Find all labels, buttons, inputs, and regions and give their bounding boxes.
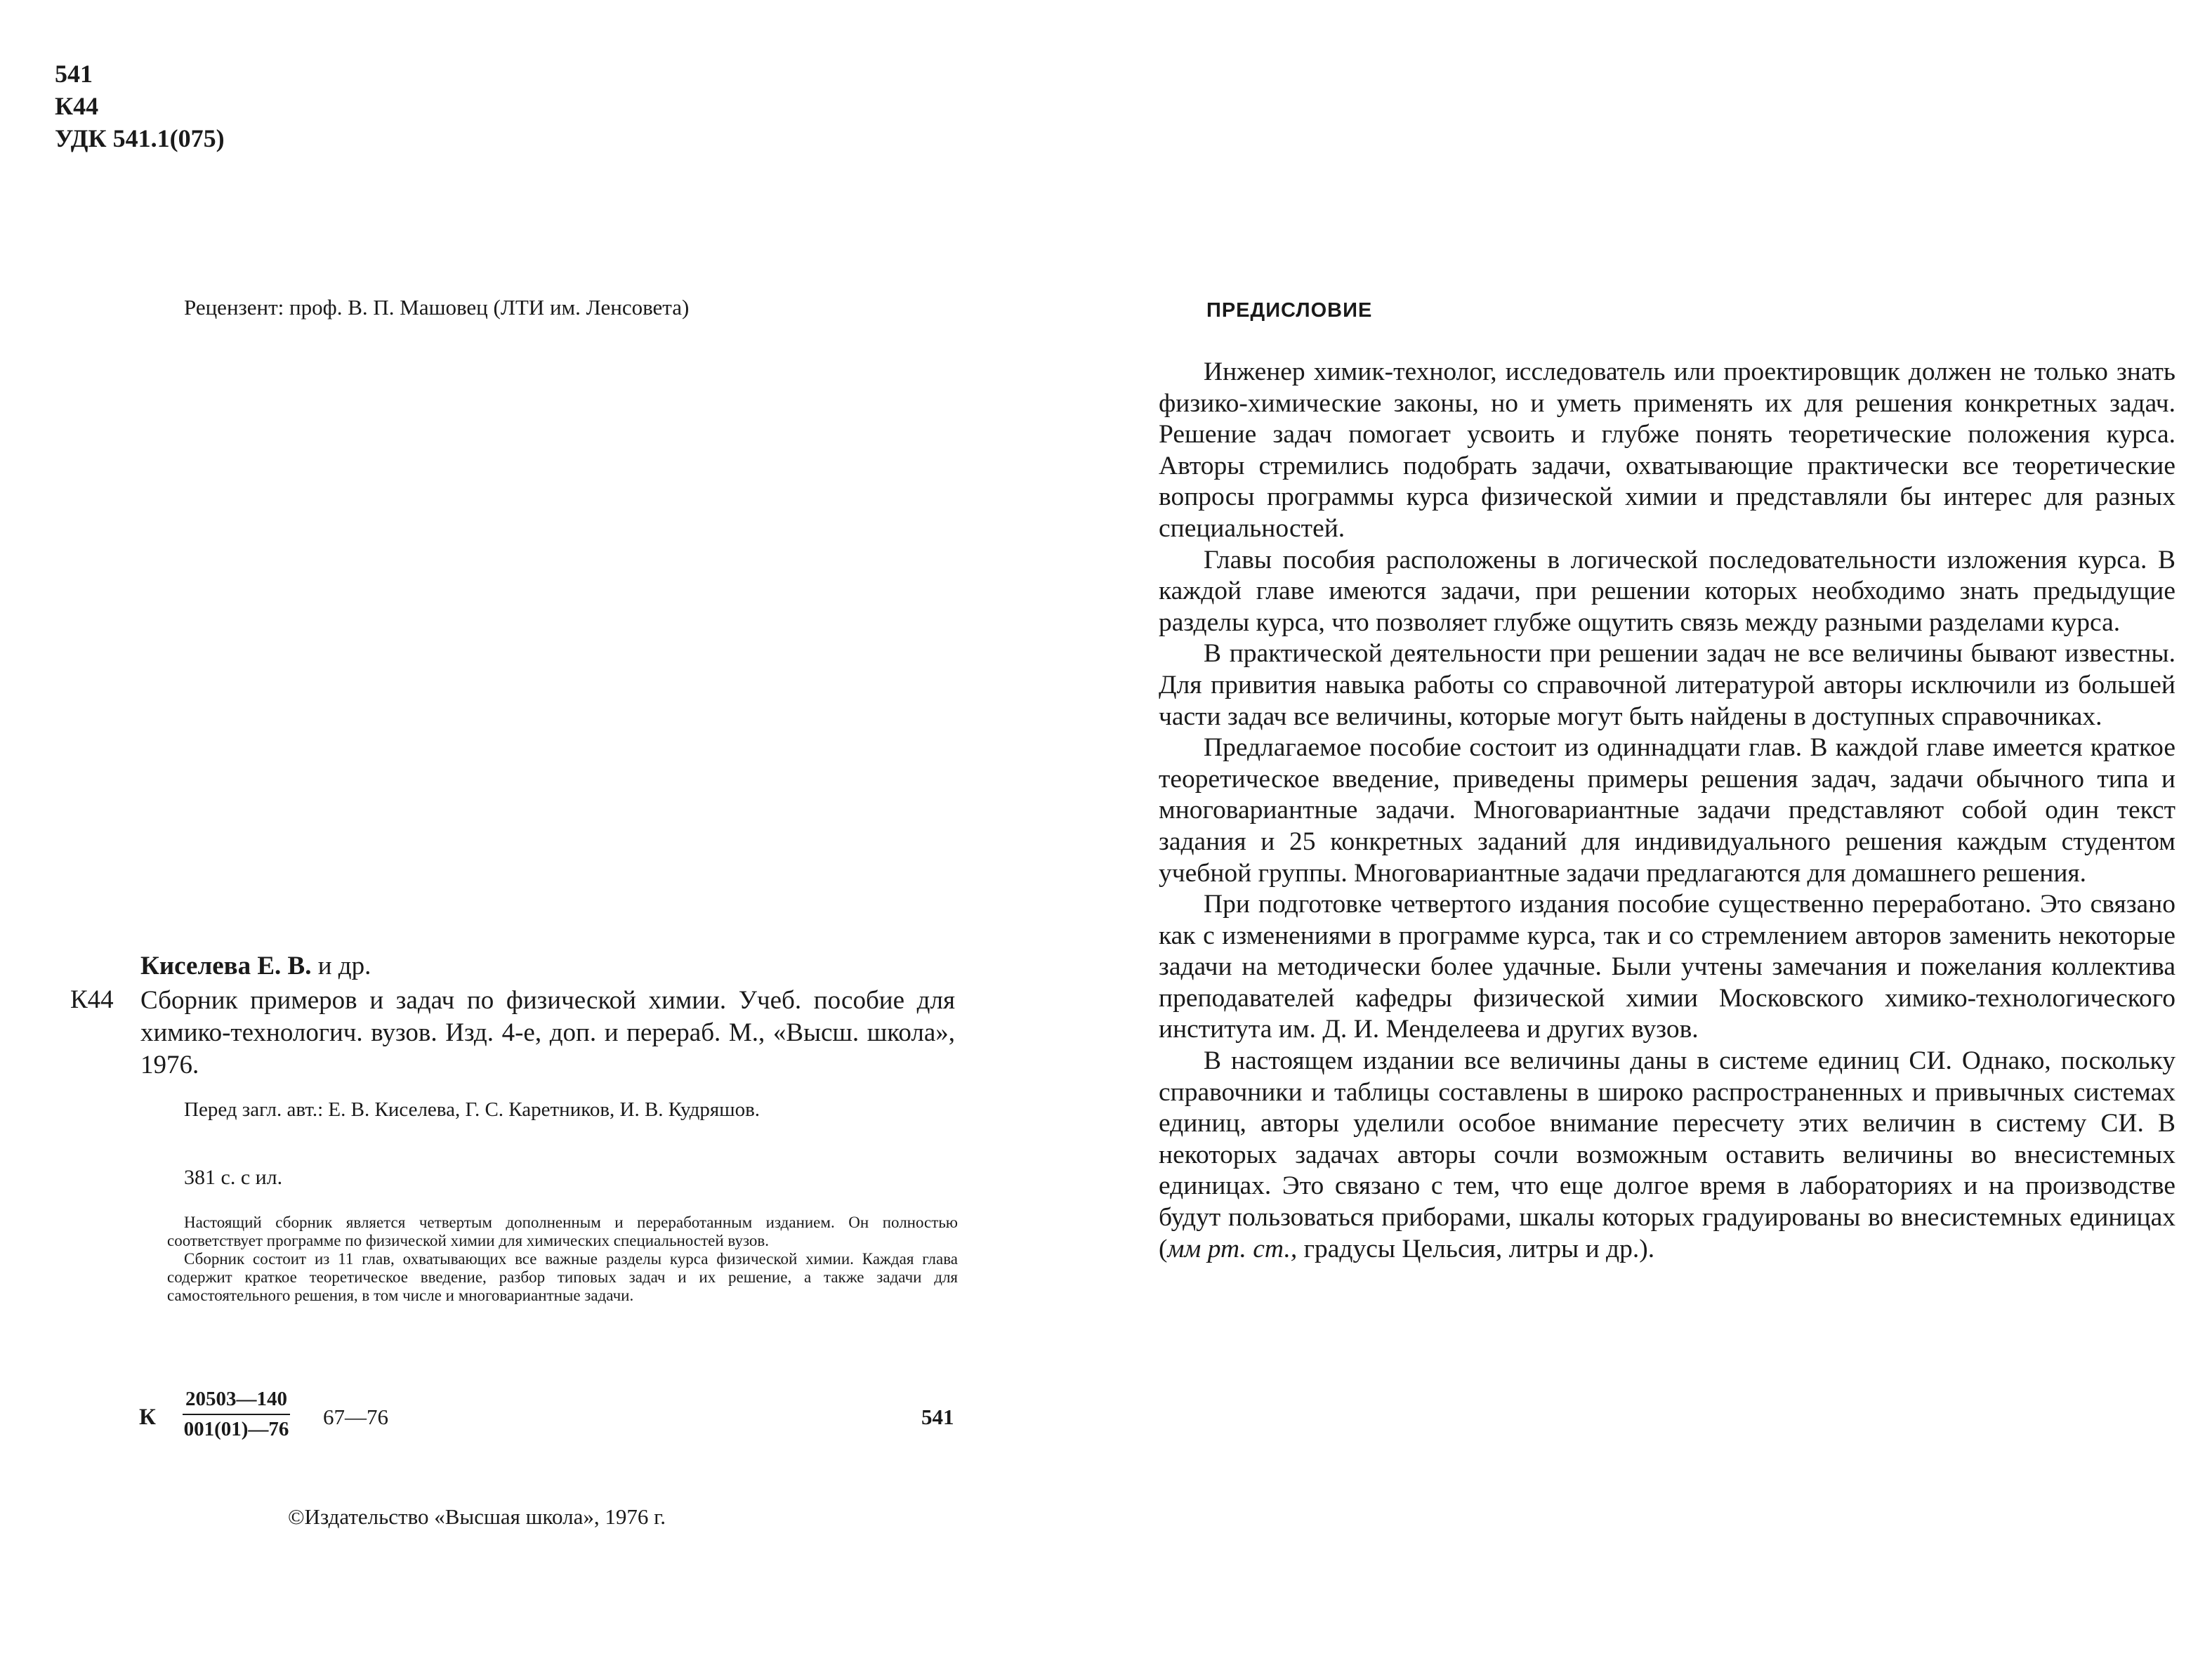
catalog-fraction <box>183 1388 290 1441</box>
catalog-numerator: 20503—140 <box>183 1388 290 1415</box>
last-paragraph-italic: мм рт. ст., <box>1167 1234 1298 1263</box>
preface-paragraph: Инженер химик-технолог, исследователь или проектировщик должен не только знать физико-химические законы, но и уметь применять их для решения конкретных задач. Решение задач помогает усвоить и глубже понять теоретические положения курса. Авторы стремились подобрать задачи, охватывающие практически все теоретические вопросы программы курса физической химии и представляли бы интерес для разных специальностей. <box>1159 357 2175 543</box>
udc-code: УДК 541.1(075) <box>55 124 225 152</box>
preface-body <box>1159 357 2175 1265</box>
bibliography-text: Сборник примеров и задач по физической химии. Учеб. пособие для химико-технологич. вузов. Изд. 4-е, доп. и перераб. М., «Высш. школа», 1976. <box>140 986 955 1079</box>
bibliography-code: К44 <box>70 985 114 1014</box>
catalog-letter: К <box>139 1405 156 1430</box>
preface-paragraph: Главы пособия расположены в логической последовательности изложения курса. В каждой главе имеются задачи, при решении которых необходимо знать предыдущие разделы курса, что позволяет глубже ощутить связь между разными разделами курса. <box>1159 545 2175 637</box>
author-name: Киселева Е. В. <box>140 952 312 980</box>
classification-codes <box>55 58 225 155</box>
copyright: ©Издательство «Высшая школа», 1976 г. <box>288 1504 666 1529</box>
bibliography-author <box>140 951 371 981</box>
preface-paragraph: В практической деятельности при решении задач не все величины бывают известны. Для привития навыка работы со справочной литературой авторы исключили из большей части задач все величины, которые могут быть найдены в доступных справочниках. <box>1159 639 2175 731</box>
right-page <box>1106 0 2212 1656</box>
bibliography-authors: Перед загл. авт.: Е. В. Киселева, Г. С. Каретников, И. В. Кудряшов. <box>184 1098 761 1121</box>
reviewer-line: Рецензент: проф. В. П. Машовец (ЛТИ им. Ленсовета) <box>184 295 690 320</box>
preface-paragraph-last <box>1159 1046 2175 1265</box>
annotation-paragraph: Настоящий сборник является четвертым дополненным и переработанным изданием. Он полностью соответствует программе по физической химии для химических специальностей вузов. <box>167 1214 958 1249</box>
last-paragraph-tail: градусы Цельсия, литры и др.). <box>1297 1234 1655 1263</box>
annotation <box>167 1214 958 1305</box>
preface-paragraph: Предлагаемое пособие состоит из одиннадцати глав. В каждой главе имеется краткое теоретическое введение, приведены примеры решения задач, задачи обычного типа и многовариантные задачи. Многовариантные задачи представляют собой один текст задания и 25 конкретных заданий для индивидуального решения каждым студентом учебной группы. Многовариантные задачи предлагаются для домашнего решения. <box>1159 733 2175 888</box>
catalog-class: 541 <box>921 1405 954 1429</box>
last-paragraph-text: В настоящем издании все величины даны в системе единиц СИ. Однако, поскольку справочники и таблицы составлены в широко распространенных и привычных системах единиц, авторы уделили особое внимание пересчету этих величин в систему СИ. В некоторых задачах авторы сочли возможным оставить величины во внесистемных единицах. Это связано с тем, что еще долгое время в лабораториях и на производстве будут пользоваться приборами, шкалы которых градуированы во внесистемных единицах ( <box>1159 1046 2175 1263</box>
preface-heading: ПРЕДИСЛОВИЕ <box>1206 299 1373 322</box>
catalog-denominator: 001(01)—76 <box>183 1418 289 1440</box>
author-mark: К44 <box>55 92 99 120</box>
annotation-paragraph: Сборник состоит из 11 глав, охватывающих все важные разделы курса физической химии. Каждая глава содержит краткое теоретическое введение, разбор типовых задач и их решение, а также задачи для самостоятельного решения, в том числе и многовариантные задачи. <box>167 1250 958 1304</box>
bbk-code: 541 <box>55 60 93 88</box>
author-suffix: и др. <box>311 952 371 980</box>
catalog-suffix: 67—76 <box>323 1405 388 1429</box>
preface-paragraph: При подготовке четвертого издания пособие существенно переработано. Это связано как с изменениями в программе курса, так и со стремлением авторов заменить некоторые задачи на методически более удачные. Были учтены замечания и пожелания коллектива преподавателей кафедры физической химии Московского химико-технологического института им. Д. И. Менделеева и других вузов. <box>1159 890 2175 1044</box>
bibliography-pages: 381 с. с ил. <box>184 1166 283 1189</box>
